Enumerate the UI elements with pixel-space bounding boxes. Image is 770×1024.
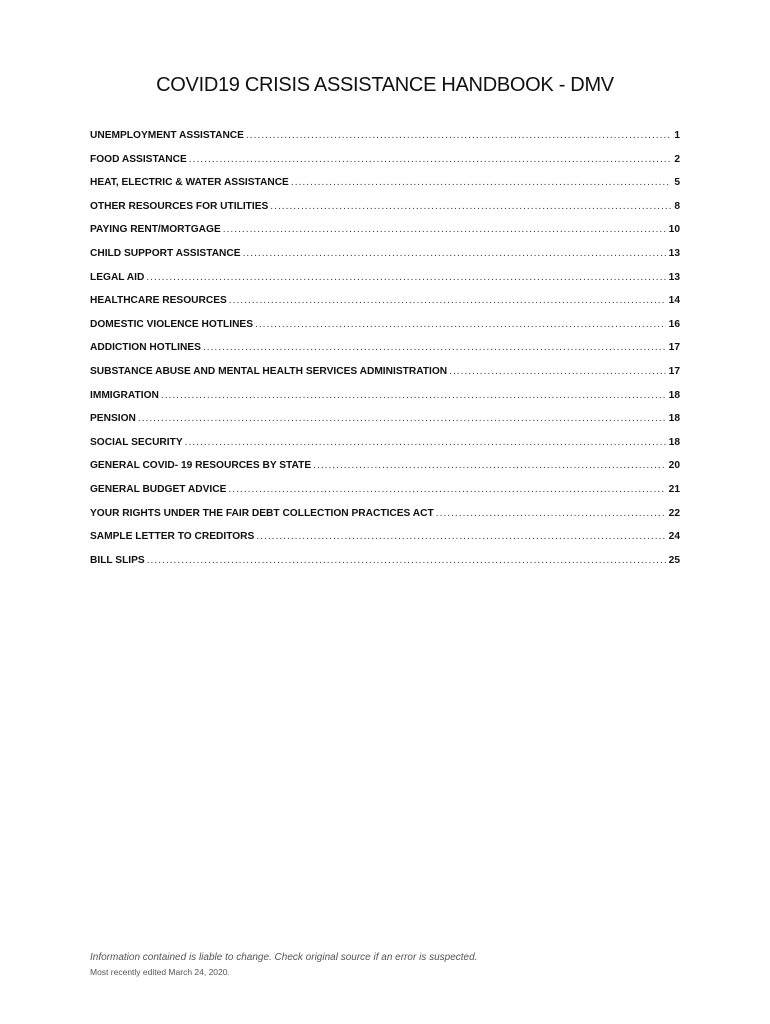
toc-entry[interactable]: [90, 272, 680, 296]
toc-dot-leader: [256, 531, 665, 542]
toc-entry-label: BILL SLIPS: [90, 554, 145, 566]
toc-entry[interactable]: [90, 342, 680, 366]
toc-dot-leader: [189, 154, 672, 165]
toc-page-number: 17: [668, 342, 680, 354]
toc-entry-label: GENERAL BUDGET ADVICE: [90, 483, 227, 495]
toc-entry[interactable]: [90, 460, 680, 484]
toc-page-number: 10: [668, 224, 680, 236]
toc-dot-leader: [246, 130, 671, 141]
toc-entry-label: SAMPLE LETTER TO CREDITORS: [90, 531, 255, 543]
toc-entry[interactable]: [90, 154, 680, 178]
toc-dot-leader: [436, 508, 666, 519]
toc-entry-label: OTHER RESOURCES FOR UTILITIES: [90, 200, 269, 212]
toc-page-number: 13: [668, 247, 680, 259]
toc-page-number: 5: [674, 177, 680, 189]
toc-dot-leader: [291, 177, 671, 188]
toc-entry-label: CHILD SUPPORT ASSISTANCE: [90, 247, 241, 259]
toc-dot-leader: [228, 484, 665, 495]
toc-entry[interactable]: [90, 201, 680, 225]
toc-entry-label: PENSION: [90, 413, 136, 425]
toc-entry-label: ADDICTION HOTLINES: [90, 342, 201, 354]
toc-entry-label: HEALTHCARE RESOURCES: [90, 295, 227, 307]
toc-page-number: 25: [668, 554, 680, 566]
toc-entry[interactable]: [90, 555, 680, 579]
toc-entry[interactable]: [90, 130, 680, 154]
toc-dot-leader: [270, 201, 671, 212]
toc-page-number: 18: [668, 389, 680, 401]
document-title: COVID19 CRISIS ASSISTANCE HANDBOOK - DMV: [156, 74, 614, 96]
toc-dot-leader: [449, 366, 666, 377]
toc-dot-leader: [243, 248, 666, 259]
toc-dot-leader: [223, 224, 666, 235]
toc-entry-label: GENERAL COVID- 19 RESOURCES BY STATE: [90, 460, 312, 472]
toc-dot-leader: [146, 272, 665, 283]
toc-entry-label: PAYING RENT/MORTGAGE: [90, 224, 221, 236]
toc-dot-leader: [229, 295, 666, 306]
toc-page-number: 17: [668, 365, 680, 377]
toc-page-number: 14: [668, 295, 680, 307]
toc-page-number: 2: [674, 153, 680, 165]
toc-page-number: 22: [668, 507, 680, 519]
toc-dot-leader: [313, 460, 666, 471]
toc-entry[interactable]: [90, 319, 680, 343]
toc-entry[interactable]: [90, 295, 680, 319]
toc-dot-leader: [185, 437, 666, 448]
toc-entry-label: FOOD ASSISTANCE: [90, 153, 187, 165]
toc-page-number: 20: [668, 460, 680, 472]
toc-page-number: 18: [668, 436, 680, 448]
toc-entry[interactable]: [90, 437, 680, 461]
toc-dot-leader: [138, 413, 666, 424]
toc-page-number: 21: [668, 483, 680, 495]
toc-entry[interactable]: [90, 484, 680, 508]
last-edited-note: Most recently edited March 24, 2020.: [90, 967, 230, 977]
toc-entry-label: LEGAL AID: [90, 271, 145, 283]
toc-entry[interactable]: [90, 413, 680, 437]
toc-page-number: 24: [668, 531, 680, 543]
toc-entry[interactable]: [90, 508, 680, 532]
toc-entry[interactable]: [90, 390, 680, 414]
toc-entry-label: SUBSTANCE ABUSE AND MENTAL HEALTH SERVICES ADMINISTRATION: [90, 365, 448, 377]
toc-entry[interactable]: [90, 224, 680, 248]
toc-entry-label: YOUR RIGHTS UNDER THE FAIR DEBT COLLECTION PRACTICES ACT: [90, 507, 434, 519]
toc-entry-label: SOCIAL SECURITY: [90, 436, 183, 448]
toc-entry[interactable]: [90, 366, 680, 390]
toc-page-number: 8: [674, 200, 680, 212]
toc-entry-label: DOMESTIC VIOLENCE HOTLINES: [90, 318, 254, 330]
toc-page-number: 1: [674, 130, 680, 141]
toc-entry-label: UNEMPLOYMENT ASSISTANCE: [90, 130, 244, 141]
toc-dot-leader: [203, 342, 666, 353]
toc-entry[interactable]: [90, 248, 680, 272]
toc-dot-leader: [161, 390, 666, 401]
toc-page-number: 16: [668, 318, 680, 330]
toc-dot-leader: [255, 319, 666, 330]
toc-entry[interactable]: [90, 177, 680, 201]
toc-entry-label: HEAT, ELECTRIC & WATER ASSISTANCE: [90, 177, 289, 189]
toc-page-number: 18: [668, 413, 680, 425]
disclaimer-note: Information contained is liable to change. Check original source if an error is suspected.: [90, 952, 478, 963]
toc-dot-leader: [147, 555, 666, 566]
toc-page-number: 13: [668, 271, 680, 283]
toc-entry[interactable]: [90, 531, 680, 555]
toc-entry-label: IMMIGRATION: [90, 389, 159, 401]
table-of-contents: [90, 130, 680, 578]
